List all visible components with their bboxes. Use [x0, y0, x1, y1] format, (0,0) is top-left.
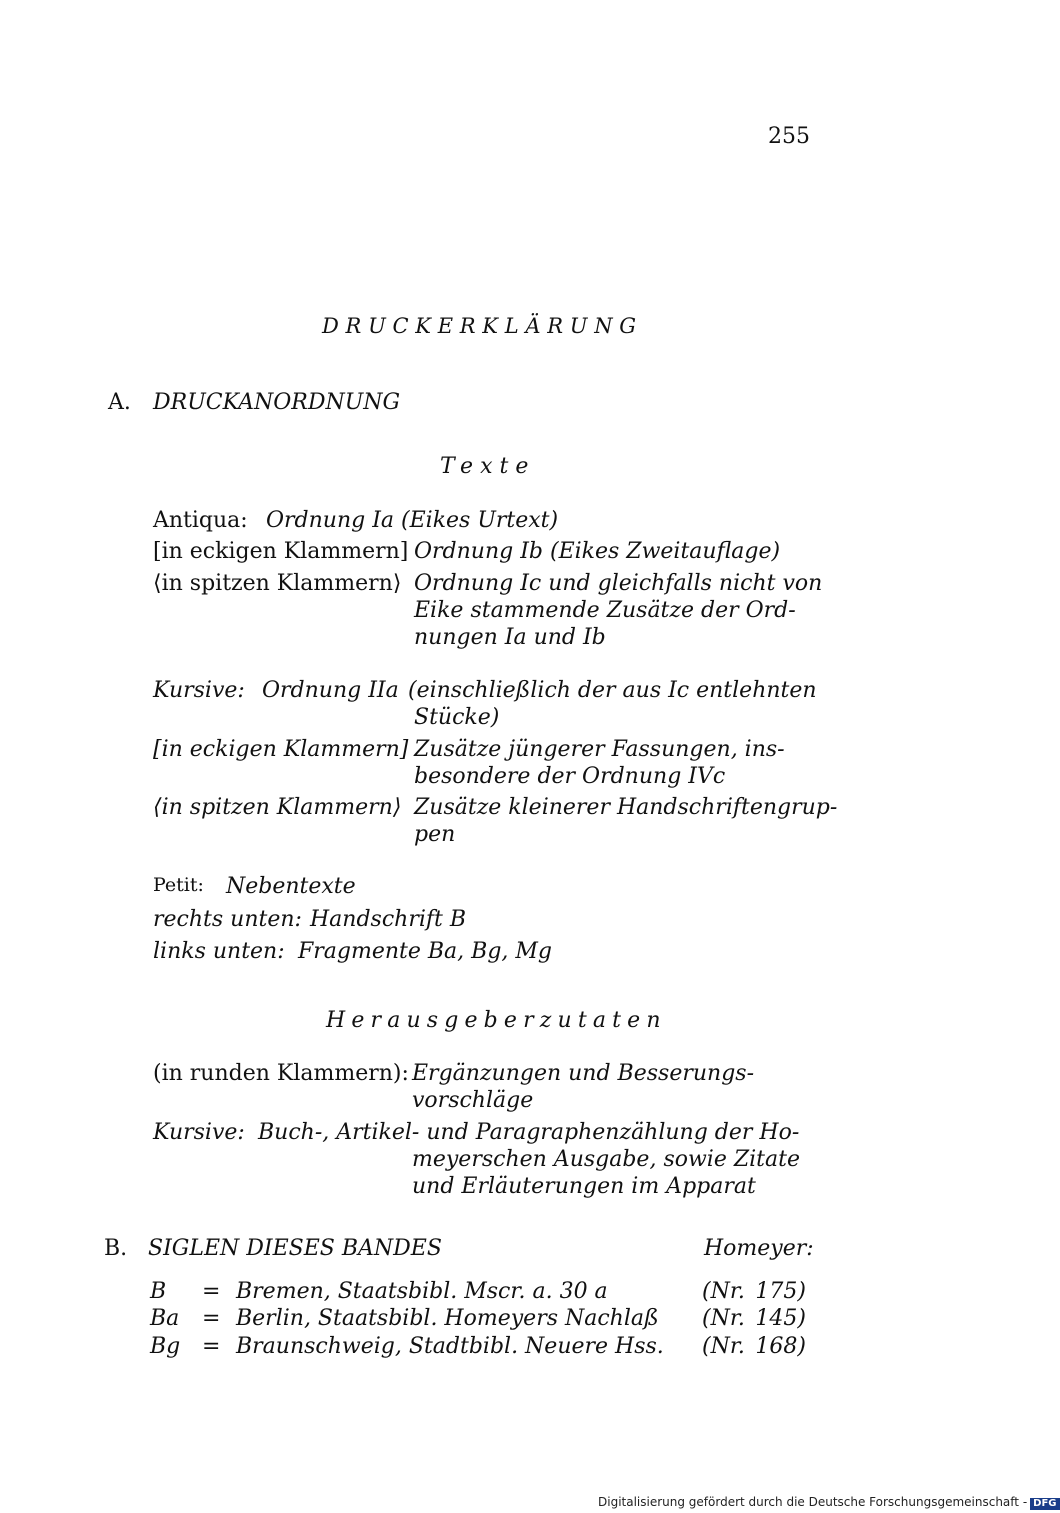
- homeyer-nr-label: (Nr.: [702, 1334, 745, 1359]
- digitization-footer: [598, 1496, 1060, 1510]
- section-b-label: B.: [104, 1236, 128, 1261]
- siglum-desc: Berlin, Staatsbibl. Homeyers Nachlaß: [236, 1306, 659, 1331]
- page-title: DRUCKERKLÄRUNG: [322, 314, 643, 338]
- antiqua-desc: Ordnung Ia (Eikes Urtext): [266, 508, 559, 533]
- herausgeber-kursive-label: Kursive:: [153, 1120, 245, 1145]
- kursive-spitz-label: ⟨in spitzen Klammern⟩: [153, 795, 402, 820]
- section-a-title: DRUCKANORDNUNG: [153, 390, 401, 415]
- rechts-unten-label: rechts unten:: [153, 907, 302, 932]
- footer-text: Digitalisierung gefördert durch die Deutsche Forschungsgemeinschaft -: [598, 1495, 1028, 1509]
- homeyer-nr-label: (Nr.: [702, 1279, 745, 1304]
- homeyer-nr-value: 175): [755, 1279, 806, 1304]
- kursive-desc-first: Ordnung IIa: [262, 678, 399, 703]
- antiqua-spitz-desc-3: nungen Ia und Ib: [414, 625, 606, 650]
- kursive-eckig-desc-2: besondere der Ordnung IVc: [414, 764, 726, 789]
- rechts-unten-desc: Handschrift B: [310, 907, 467, 932]
- siglum-equals: =: [202, 1334, 221, 1359]
- section-b-title: SIGLEN DIESES BANDES: [148, 1236, 442, 1261]
- kursive-label: Kursive:: [153, 678, 245, 703]
- antiqua-eckig-label: [in eckigen Klammern]: [153, 539, 409, 564]
- homeyer-header: Homeyer:: [704, 1236, 814, 1261]
- homeyer-nr-value: 145): [755, 1306, 806, 1331]
- runden-desc-1: Ergänzungen und Besserungs-: [412, 1061, 754, 1086]
- kursive-eckig-desc-1: Zusätze jüngerer Fassungen, ins-: [414, 737, 785, 762]
- herausgeber-heading: Herausgeberzutaten: [326, 1008, 667, 1033]
- siglum: Ba: [150, 1306, 180, 1331]
- kursive-spitz-desc-1: Zusätze kleinerer Handschriftengrup-: [414, 795, 838, 820]
- antiqua-spitz-desc-1: Ordnung Ic und gleichfalls nicht von: [414, 571, 823, 596]
- petit-desc: Nebentexte: [226, 874, 356, 899]
- section-a-label: A.: [108, 390, 131, 415]
- siglum: B: [150, 1279, 167, 1304]
- kursive-desc-1: (einschließlich der aus Ic entlehnten: [408, 678, 817, 703]
- page-number: 255: [768, 124, 810, 149]
- runden-desc-2: vorschläge: [412, 1088, 534, 1113]
- herausgeber-kursive-desc-3: und Erläuterungen im Apparat: [412, 1174, 756, 1199]
- herausgeber-kursive-desc-1: Buch-, Artikel- und Paragraphenzählung der Ho-: [258, 1120, 800, 1145]
- herausgeber-kursive-desc-2: meyerschen Ausgabe, sowie Zitate: [412, 1147, 800, 1172]
- homeyer-nr-label: (Nr.: [702, 1306, 745, 1331]
- antiqua-spitz-label: ⟨in spitzen Klammern⟩: [153, 571, 402, 596]
- siglum-equals: =: [202, 1306, 221, 1331]
- kursive-spitz-desc-2: pen: [414, 822, 456, 847]
- siglum-equals: =: [202, 1279, 221, 1304]
- links-unten-label: links unten:: [153, 939, 285, 964]
- antiqua-eckig-desc: Ordnung Ib (Eikes Zweitauflage): [414, 539, 781, 564]
- runden-label: (in runden Klammern):: [153, 1061, 409, 1086]
- antiqua-spitz-desc-2: Eike stammende Zusätze der Ord-: [414, 598, 796, 623]
- siglum-desc: Braunschweig, Stadtbibl. Neuere Hss.: [236, 1334, 664, 1359]
- kursive-desc-2: Stücke): [414, 705, 500, 730]
- homeyer-nr-value: 168): [755, 1334, 806, 1359]
- antiqua-label: Antiqua:: [153, 508, 248, 533]
- petit-label: Petit:: [153, 874, 204, 896]
- siglum-desc: Bremen, Staatsbibl. Mscr. a. 30 a: [236, 1279, 608, 1304]
- kursive-eckig-label: [in eckigen Klammern]: [153, 737, 409, 762]
- links-unten-desc: Fragmente Ba, Bg, Mg: [298, 939, 552, 964]
- dfg-logo: DFG: [1030, 1498, 1059, 1510]
- siglum: Bg: [150, 1334, 181, 1359]
- texte-heading: Texte: [440, 454, 536, 479]
